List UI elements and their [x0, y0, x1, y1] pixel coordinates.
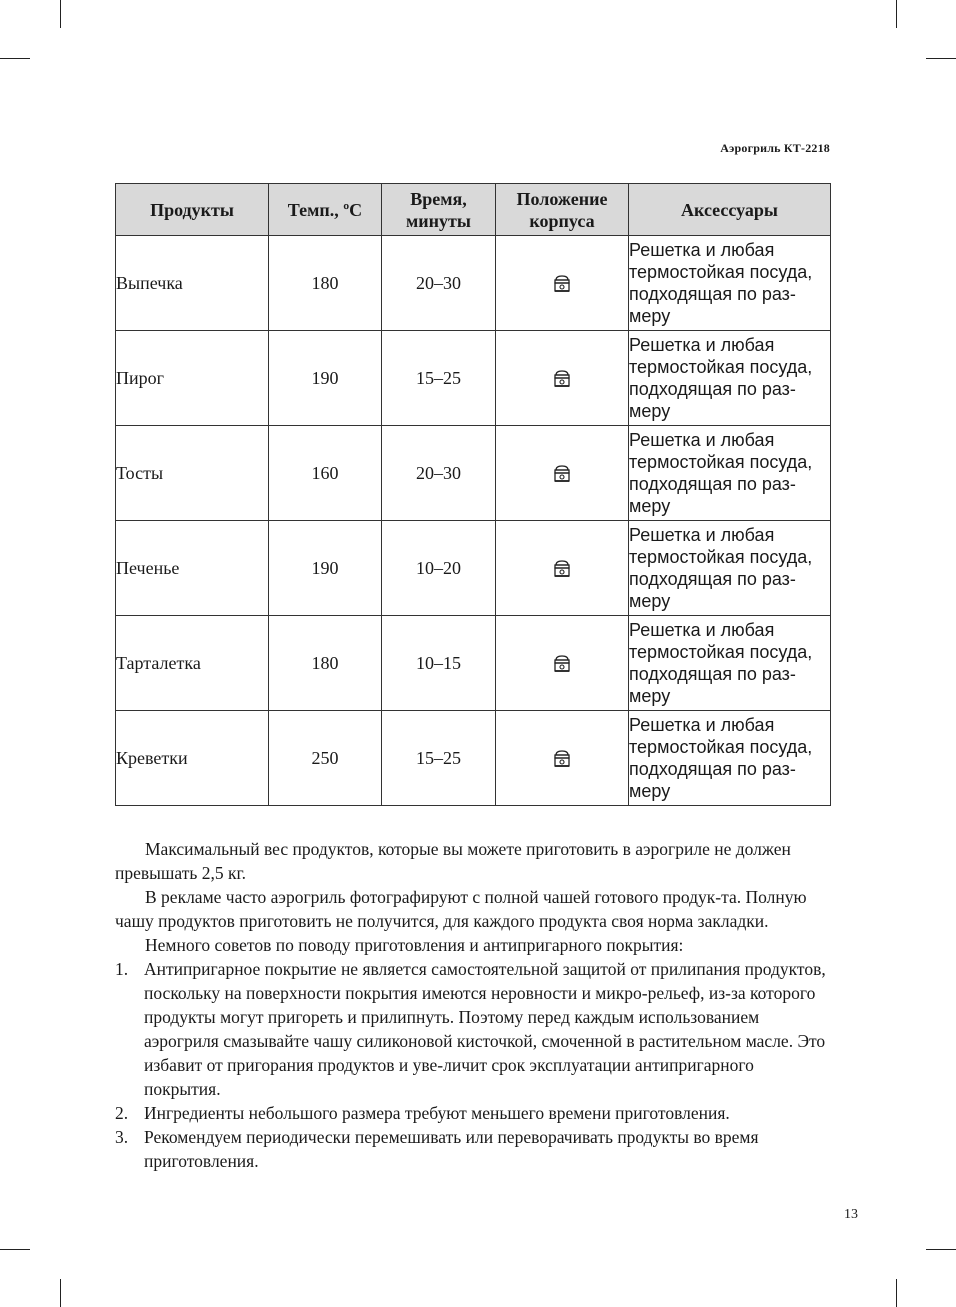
cell-time: 15–25 [382, 331, 496, 426]
table-header-row [116, 184, 831, 236]
list-number: 2. [115, 1103, 129, 1123]
table-row [116, 711, 831, 806]
crop-mark [896, 1279, 897, 1307]
cell-accessories: Решетка и любая термостойкая посуда, подходящая по раз-меру [629, 711, 831, 806]
cell-product: Тосты [116, 426, 269, 521]
cell-time: 15–25 [382, 711, 496, 806]
cooker-body-position-icon [552, 462, 572, 482]
paragraph: Максимальный вес продуктов, которые вы можете приготовить в аэрогриле не должен превышать 2,5 кг. [115, 839, 791, 883]
cooker-body-position-icon [552, 747, 572, 767]
column-header-temp: Темп., ºС [269, 184, 382, 236]
crop-mark [60, 1279, 61, 1307]
cooking-table [115, 183, 831, 806]
cell-accessories: Решетка и любая термостойкая посуда, подходящая по раз-меру [629, 331, 831, 426]
table-row [116, 616, 831, 711]
table-body [116, 236, 831, 806]
list-item-text: Рекомендуем периодически перемешивать или переворачивать продукты во время приготовления. [144, 1127, 759, 1171]
list-item-text: Антипригарное покрытие не является самостоятельной защитой от прилипания продуктов, поскольку на поверхности покрытия имеются неровности и микро-рельеф, из-за которого продукты могут пригореть и прилипнуть. Поэтому перед каждым использованием аэрогриля смазывайте чашу силиконовой кисточкой, смоченной в растительном масле. Это избавит от пригорания продуктов и уве-личит срок эксплуатации антипригарного покрытия. [144, 959, 826, 1099]
cell-position [496, 711, 629, 806]
crop-mark [926, 58, 956, 59]
list-number: 3. [115, 1127, 129, 1147]
list-number: 1. [115, 959, 129, 979]
list-item-text: Ингредиенты небольшого размера требуют меньшего времени приготовления. [144, 1103, 730, 1123]
paragraph: Немного советов по поводу приготовления и антипригарного покрытия: [145, 935, 684, 955]
cell-product: Выпечка [116, 236, 269, 331]
cell-position [496, 331, 629, 426]
cell-position [496, 521, 629, 616]
cell-accessories: Решетка и любая термостойкая посуда, подходящая по раз-меру [629, 236, 831, 331]
table-row [116, 521, 831, 616]
list-item [115, 1101, 831, 1125]
cooker-body-position-icon [552, 652, 572, 672]
cell-accessories: Решетка и любая термостойкая посуда, подходящая по раз-меру [629, 426, 831, 521]
table-row [116, 236, 831, 331]
cell-accessories: Решетка и любая термостойкая посуда, подходящая по раз-меру [629, 616, 831, 711]
cell-temp: 160 [269, 426, 382, 521]
cell-position [496, 426, 629, 521]
cooker-body-position-icon [552, 367, 572, 387]
table-row [116, 331, 831, 426]
cell-accessories: Решетка и любая термостойкая посуда, подходящая по раз-меру [629, 521, 831, 616]
list-item [115, 1125, 831, 1173]
page-number: 13 [844, 1207, 858, 1222]
paragraph: В рекламе часто аэрогриль фотографируют с полной чашей готового продук-та. Полную чашу продуктов приготовить не получится, для каждого продукта своя норма закладки. [115, 887, 807, 931]
body-text [115, 837, 831, 1173]
cell-time: 20–30 [382, 236, 496, 331]
cooker-body-position-icon [552, 272, 572, 292]
crop-mark [896, 0, 897, 28]
cell-product: Печенье [116, 521, 269, 616]
cell-product: Пирог [116, 331, 269, 426]
cell-product: Тарталетка [116, 616, 269, 711]
crop-mark [0, 1249, 30, 1250]
running-header: Аэрогриль КТ-2218 [720, 141, 830, 155]
column-header-time: Время, минуты [382, 184, 496, 236]
crop-mark [60, 0, 61, 28]
cell-temp: 180 [269, 236, 382, 331]
cell-temp: 180 [269, 616, 382, 711]
tips-list [115, 957, 831, 1173]
cell-temp: 250 [269, 711, 382, 806]
cell-temp: 190 [269, 521, 382, 616]
cell-position [496, 236, 629, 331]
column-header-position: Положение корпуса [496, 184, 629, 236]
cell-temp: 190 [269, 331, 382, 426]
crop-mark [0, 58, 30, 59]
cell-time: 10–20 [382, 521, 496, 616]
cell-position [496, 616, 629, 711]
cell-time: 10–15 [382, 616, 496, 711]
column-header-accessories: Аксессуары [629, 184, 831, 236]
cell-time: 20–30 [382, 426, 496, 521]
cooker-body-position-icon [552, 557, 572, 577]
column-header-products: Продукты [116, 184, 269, 236]
table-row [116, 426, 831, 521]
crop-mark [926, 1249, 956, 1250]
cell-product: Креветки [116, 711, 269, 806]
list-item [115, 957, 831, 1101]
